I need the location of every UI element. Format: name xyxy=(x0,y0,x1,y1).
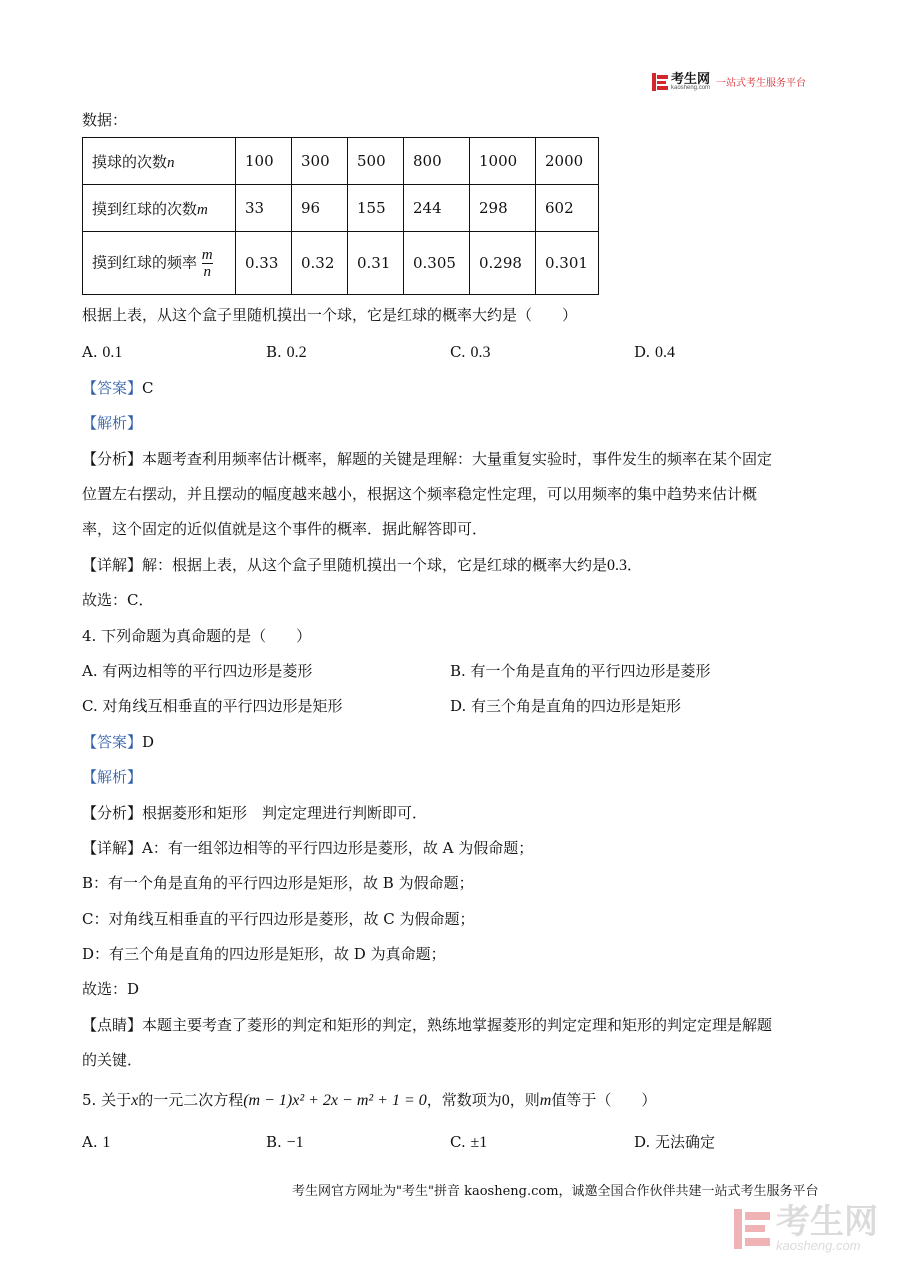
watermark xyxy=(734,1205,878,1252)
q4-line-b: B：有一个角是直角的平行四边形是矩形，故 B 为假命题； xyxy=(82,874,474,892)
table-cell: 0.305 xyxy=(404,232,470,295)
q4-answer: 【答案】D xyxy=(82,733,155,751)
table-cell: 0.31 xyxy=(348,232,404,295)
logo-name: 考生网 xyxy=(671,71,711,86)
q3-analysis-tag: 【解析】 xyxy=(82,414,143,432)
q3-question: 根据上表，从这个盒子里随机摸出一个球，它是红球的概率大约是（ ） xyxy=(82,306,578,324)
table-cell: 155 xyxy=(348,185,404,232)
header-logo xyxy=(652,72,806,91)
q5-question: 5. 关于x的一元二次方程(m − 1)x² + 2x − m² + 1 = 0，常数项为0，则m值等于（ ） xyxy=(82,1091,657,1109)
q3-fenxi-line-3: 率，这个固定的近似值就是这个事件的概率．据此解答即可． xyxy=(82,520,488,538)
table-header-cell: 摸到红球的次数m xyxy=(83,185,236,232)
q5-option-a: A. 1 xyxy=(82,1133,111,1151)
table-cell: 500 xyxy=(348,138,404,185)
q5-option-d: D. 无法确定 xyxy=(634,1133,716,1151)
watermark-domain: kaosheng.com xyxy=(776,1238,861,1253)
q4-dianjing-line-1: 【点睛】本题主要考查了菱形的判定和矩形的判定，熟练地掌握菱形的判定定理和矩形的判定定理是解题 xyxy=(82,1016,773,1034)
q4-choose: 故选：D xyxy=(82,980,140,998)
kaosheng-logo-icon xyxy=(652,73,668,91)
table-cell: 1000 xyxy=(470,138,536,185)
logo-domain: kaosheng.com xyxy=(671,85,711,91)
q3-option-c: C. 0.3 xyxy=(450,343,491,361)
q4-line-c: C：对角线互相垂直的平行四边形是菱形，故 C 为假命题； xyxy=(82,910,475,928)
table-cell: 0.33 xyxy=(236,232,292,295)
q3-option-a: A. 0.1 xyxy=(82,343,123,361)
q4-analysis-tag: 【解析】 xyxy=(82,768,143,786)
q4-option-c: C. 对角线互相垂直的平行四边形是矩形 xyxy=(82,697,343,715)
dianjing-tag: 【点睛】 xyxy=(82,1016,143,1034)
table-row xyxy=(83,232,599,295)
q5-option-b: B. −1 xyxy=(266,1133,304,1151)
table-cell: 96 xyxy=(292,185,348,232)
q3-option-b: B. 0.2 xyxy=(266,343,307,361)
footer-text: 考生网官方网址为"考生"拼音 kaosheng.com，诚邀全国合作伙伴共建一站式考生服务平台 xyxy=(292,1184,819,1199)
table-cell: 0.32 xyxy=(292,232,348,295)
q5-option-c: C. ±1 xyxy=(450,1133,488,1151)
q3-intro: 数据： xyxy=(82,111,128,129)
table-cell: 244 xyxy=(404,185,470,232)
answer-tag: 【答案】 xyxy=(82,379,143,397)
q4-option-d: D. 有三个角是直角的四边形是矩形 xyxy=(450,697,682,715)
fraction-m-over-n: $\frac{m}{n}$ xyxy=(201,246,213,280)
watermark-name: 考生网 xyxy=(776,1203,878,1241)
q3-answer: 【答案】C xyxy=(82,379,154,397)
frequency-table xyxy=(82,137,599,295)
logo-slogan: 一站式考生服务平台 xyxy=(716,78,807,89)
q4-dianjing-line-2: 的关键． xyxy=(82,1051,143,1069)
fenxi-tag: 【分析】 xyxy=(82,450,143,468)
q4-option-b: B. 有一个角是直角的平行四边形是菱形 xyxy=(450,662,711,680)
q4-xiangjie-a: 【详解】A：有一组邻边相等的平行四边形是菱形，故 A 为假命题； xyxy=(82,839,534,857)
q4-line-d: D：有三个角是直角的四边形是矩形，故 D 为真命题； xyxy=(82,945,446,963)
xiangjie-tag: 【详解】 xyxy=(82,839,143,857)
q3-choose: 故选：C． xyxy=(82,591,154,609)
table-cell: 100 xyxy=(236,138,292,185)
q4-question: 4. 下列命题为真命题的是（ ） xyxy=(82,627,312,645)
table-cell: 800 xyxy=(404,138,470,185)
q4-option-a: A. 有两边相等的平行四边形是菱形 xyxy=(82,662,313,680)
q4-fenxi: 【分析】根据菱形和矩形 判定定理进行判断即可． xyxy=(82,804,428,822)
table-header-cell: 摸到红球的频率 $\frac{m}{n}$ xyxy=(83,232,236,295)
table-cell: 2000 xyxy=(536,138,599,185)
fenxi-tag: 【分析】 xyxy=(82,804,143,822)
table-cell: 0.298 xyxy=(470,232,536,295)
table-cell: 602 xyxy=(536,185,599,232)
table-cell: 0.301 xyxy=(536,232,599,295)
kaosheng-watermark-icon xyxy=(734,1209,770,1249)
table-cell: 33 xyxy=(236,185,292,232)
answer-tag: 【答案】 xyxy=(82,733,143,751)
table-cell: 300 xyxy=(292,138,348,185)
q5-equation: (m − 1)x² + 2x − m² + 1 = 0 xyxy=(243,1092,427,1109)
table-header-cell: 摸球的次数n xyxy=(83,138,236,185)
table-row xyxy=(83,138,599,185)
xiangjie-tag: 【详解】 xyxy=(82,556,143,574)
q3-xiangjie: 【详解】解：根据上表，从这个盒子里随机摸出一个球，它是红球的概率大约是0.3． xyxy=(82,556,643,574)
table-row xyxy=(83,185,599,232)
q3-option-d: D. 0.4 xyxy=(634,343,676,361)
table-cell: 298 xyxy=(470,185,536,232)
q3-fenxi-line-1: 【分析】本题考查利用频率估计概率，解题的关键是理解：大量重复实验时，事件发生的频率在某个固定 xyxy=(82,450,773,468)
q3-fenxi-line-2: 位置左右摆动，并且摆动的幅度越来越小，根据这个频率稳定性定理，可以用频率的集中趋势来估计概 xyxy=(82,485,758,503)
